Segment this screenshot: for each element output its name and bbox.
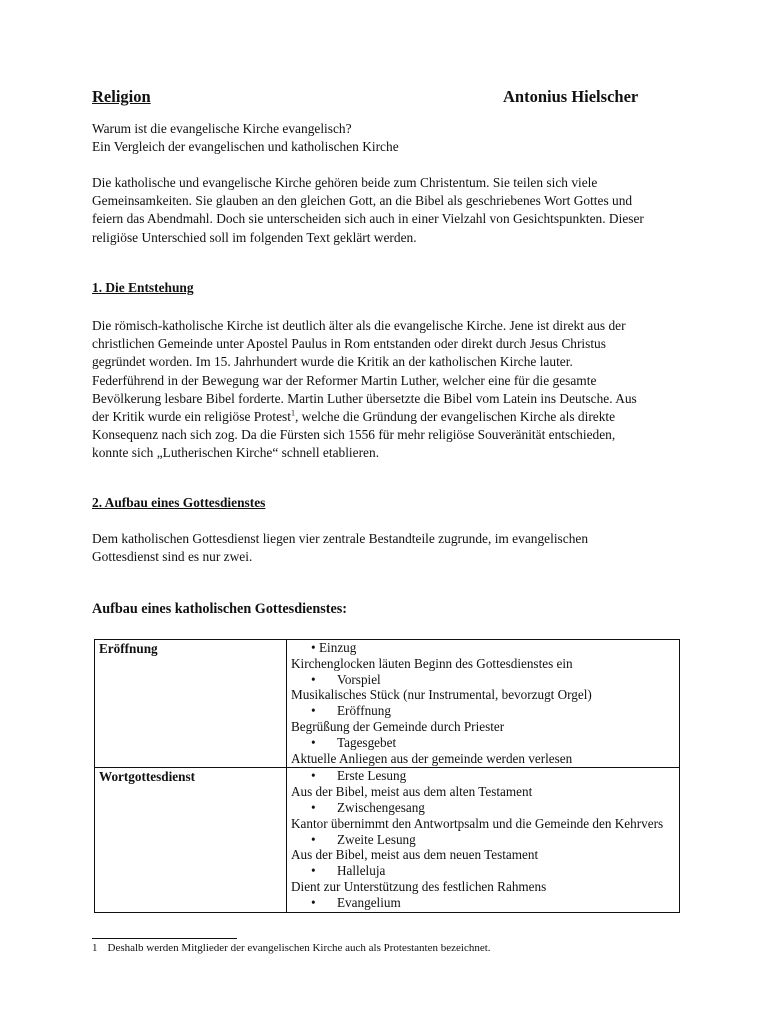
section-1-line: Konsequenz nach sich zog. Da die Fürsten sich 1556 für mehr religiöse Souveränität entschieden,: [92, 427, 616, 443]
section-1-line: christlichen Gemeinde unter Apostel Paulus in Rom entstanden oder direkt durch Jesus Christus: [92, 336, 606, 352]
item-description: Aus der Bibel, meist aus dem alten Testament: [291, 784, 533, 800]
bullet-icon: •: [311, 894, 316, 910]
bullet-item: [291, 895, 675, 911]
service-part-cell: Wortgottesdienst: [95, 768, 287, 912]
subject-heading: Religion: [92, 87, 151, 106]
item-description: Kantor übernimmt den Antwortpsalm und die Gemeinde den Kehrvers: [291, 815, 664, 831]
item-description: Musikalisches Stück (nur Instrumental, bevorzugt Orgel): [291, 687, 592, 703]
item-name: Erste Lesung: [337, 768, 407, 784]
table-row: [95, 768, 680, 912]
section-1-line-part: , welche die Gründung der evangelischen Kirche als direkte: [294, 409, 616, 425]
item-name: Einzug: [319, 640, 357, 655]
item-description: Dient zur Unterstützung des festlichen Rahmens: [291, 878, 547, 894]
service-structure-table: [94, 639, 680, 913]
section-1-heading: 1. Die Entstehung: [92, 280, 194, 295]
table-title: Aufbau eines katholischen Gottesdienstes:: [92, 601, 348, 617]
bullet-icon: •: [311, 799, 316, 815]
bullet-icon: •: [311, 768, 316, 784]
section-1-line: konnte sich „Lutherischen Kirche“ schnell etablieren.: [92, 445, 380, 461]
bullet-item: [291, 735, 675, 751]
intro-line: Gemeinsamkeiten. Sie glauben an den gleichen Gott, an die Bibel als geschriebenes Wort Gottes und: [92, 193, 633, 209]
subtitle-line-1: Warum ist die evangelische Kirche evangelisch?: [92, 121, 352, 136]
author-name: Antonius Hielscher: [503, 87, 639, 106]
section-1-line-part: der Kritik wurde ein religiöse Protest: [92, 409, 291, 425]
section-2-heading: 2. Aufbau eines Gottesdienstes: [92, 495, 266, 510]
section-1-line: Federführend in der Bewegung war der Reformer Martin Luther, welcher eine für die gesamte: [92, 372, 597, 388]
table-row: [95, 640, 680, 768]
bullet-item: [291, 768, 675, 784]
bullet-item: [291, 832, 675, 848]
intro-line: religiöse Unterschied soll im folgenden Text geklärt werden.: [92, 229, 417, 245]
service-items-cell: [287, 768, 680, 912]
bullet-icon: •: [311, 863, 316, 879]
bullet-icon: •: [311, 671, 316, 687]
section-2-paragraph: [92, 530, 682, 566]
bullet-item: [291, 863, 675, 879]
item-description: Aus der Bibel, meist aus dem neuen Testament: [291, 847, 539, 863]
section-2-line: Gottesdienst sind es nur zwei.: [92, 549, 253, 565]
service-items-cell: [287, 640, 680, 768]
item-name: Zweite Lesung: [337, 831, 416, 847]
bullet-icon: •: [311, 703, 316, 719]
item-name: Vorspiel: [337, 671, 381, 687]
section-1-line-footnoted: [92, 408, 682, 426]
bullet-item: [291, 672, 675, 688]
bullet-icon: •: [311, 831, 316, 847]
intro-paragraph: [92, 174, 682, 247]
item-description: Aktuelle Anliegen aus der gemeinde werden verlesen: [291, 750, 573, 766]
section-1-paragraph: [92, 317, 682, 463]
footnote-text: Deshalb werden Mitglieder der evangelischen Kirche auch als Protestanten bezeichnet.: [107, 942, 491, 954]
bullet-item: [291, 703, 675, 719]
footnote-reference[interactable]: 1: [290, 408, 295, 418]
document-subtitle: [92, 120, 692, 156]
item-name: Zwischengesang: [337, 799, 425, 815]
section-1-line: Die römisch-katholische Kirche ist deutlich älter als die evangelische Kirche. Jene ist direkt aus der: [92, 318, 626, 333]
bullet-item: [291, 800, 675, 816]
bullet-icon: •: [311, 734, 316, 750]
section-1-line: gegründet worden. Im 15. Jahrhundert wurde die Kritik an der katholischen Kirche lauter.: [92, 354, 573, 370]
bullet-item: [291, 640, 675, 656]
item-name: Halleluja: [337, 863, 386, 879]
bullet-icon: •: [311, 640, 316, 655]
footnote-separator: [92, 938, 237, 939]
item-name: Eröffnung: [337, 703, 391, 719]
footnote: [92, 942, 491, 955]
section-2-line: Dem katholischen Gottesdienst liegen vier zentrale Bestandteile zugrunde, im evangelischen: [92, 531, 589, 546]
intro-line: Die katholische und evangelische Kirche gehören beide zum Christentum. Sie teilen sich viele: [92, 175, 598, 190]
service-part-cell: Eröffnung: [95, 640, 287, 768]
item-description: Begrüßung der Gemeinde durch Priester: [291, 718, 505, 734]
item-name: Evangelium: [337, 894, 401, 910]
subtitle-line-2: Ein Vergleich der evangelischen und katholischen Kirche: [92, 139, 399, 155]
intro-line: feiern das Abendmahl. Doch sie unterscheiden sich auch in einer Vielzahl von Gesichtspunkten. Dieser: [92, 211, 644, 227]
footnote-number: 1: [92, 942, 98, 954]
item-description: Kirchenglocken läuten Beginn des Gottesdienstes ein: [291, 655, 573, 671]
section-1-line: Bevölkerung lesbare Bibel forderte. Martin Luther übersetzte die Bibel vom Latein ins Deutsche. Aus: [92, 390, 637, 406]
item-name: Tagesgebet: [337, 734, 397, 750]
